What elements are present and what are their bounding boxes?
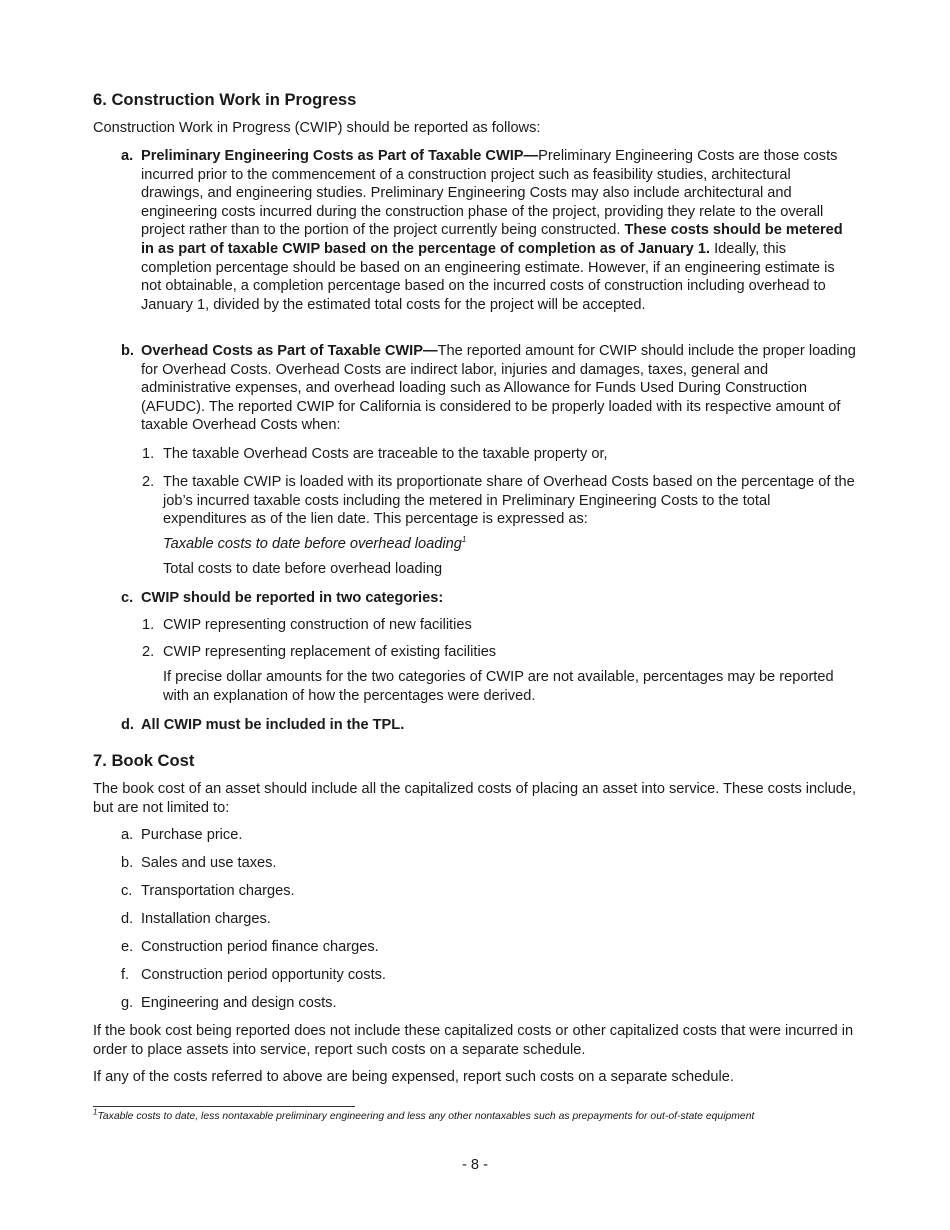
footnote [93, 1107, 873, 1123]
item-6c-2-text: CWIP representing replacement of existing facilities [163, 644, 497, 660]
item-6b-label: b. [121, 343, 134, 359]
item-6c-label: c. [121, 590, 134, 606]
formula-numerator [163, 535, 466, 554]
section-6-intro: Construction Work in Progress (CWIP) should be reported as follows: [93, 120, 541, 136]
formula-numerator-text: Taxable costs to date before overhead loading [163, 536, 462, 552]
item-6a-title: Preliminary Engineering Costs as Part of Taxable CWIP— [141, 148, 539, 164]
book-cost-list [121, 826, 857, 1022]
item-6a-label: a. [121, 148, 134, 164]
item-6c-title: CWIP should be reported in two categories: [141, 590, 444, 606]
item-6b-2-num: 2. [142, 474, 155, 490]
item-6b-title: Overhead Costs as Part of Taxable CWIP— [141, 343, 438, 359]
book-cost-item-b [121, 854, 857, 882]
item-6c-1-num: 1. [142, 617, 155, 633]
footnote-number: 1 [93, 1107, 98, 1117]
item-6b-1-num: 1. [142, 446, 155, 462]
footnote-ref: 1 [461, 535, 467, 545]
item-6a-bold-statement: These costs should be metered in as part of taxable CWIP based on the percentage of completion as of January 1. [141, 222, 843, 257]
item-6b-1 [142, 445, 857, 464]
item-6c-2 [142, 643, 857, 662]
book-cost-item-text: Installation charges. [141, 911, 271, 927]
book-cost-item-label: a. [121, 827, 134, 843]
book-cost-item-text: Construction period finance charges. [141, 939, 379, 955]
item-6c-1-text: CWIP representing construction of new facilities [163, 617, 472, 633]
book-cost-item-f [121, 966, 857, 994]
section-6-heading: 6. Construction Work in Progress [93, 90, 357, 109]
item-6a-text: Preliminary Engineering Costs are those costs incurred prior to the commencement of a construction project such as feasibility studies, architectural drawings, and engineering studies. Preliminary Engineering Costs may also include architectural and engineering costs incurred during the construction phase of the project, providing they relate to the overall project rather than to the portion of the project currently being constructed. [141, 148, 838, 239]
section-7-para-1: If the book cost being reported does not include these capitalized costs or other capitalized costs that were incurred in order to place assets into service, report such costs on a separate schedule. [93, 1023, 854, 1058]
item-6b [121, 342, 857, 435]
book-cost-item-label: b. [121, 855, 134, 871]
item-6d [121, 716, 857, 735]
section-7-heading: 7. Book Cost [93, 751, 195, 770]
footnote-divider [93, 1106, 355, 1107]
item-6b-1-text: The taxable Overhead Costs are traceable to the taxable property or, [163, 446, 608, 462]
item-6c-1 [142, 616, 857, 635]
item-6b-text: The reported amount for CWIP should include the proper loading for Overhead Costs. Overhead Costs are indirect labor, injuries and damages, taxes, general and administrative expenses, and overhead loading such as Allowance for Funds Used During Construction (AFUDC). The reported CWIP for California is considered to be properly loaded with its respective amount of taxable Overhead Costs when: [141, 343, 856, 434]
item-6b-2 [142, 473, 857, 529]
book-cost-item-label: d. [121, 911, 134, 927]
book-cost-item-c [121, 882, 857, 910]
item-6c [121, 589, 857, 608]
item-6d-label: d. [121, 717, 134, 733]
book-cost-item-text: Construction period opportunity costs. [141, 967, 386, 983]
item-6c-2-num: 2. [142, 644, 155, 660]
book-cost-item-text: Sales and use taxes. [141, 855, 277, 871]
book-cost-item-text: Transportation charges. [141, 883, 295, 899]
section-7-para-2: If any of the costs referred to above are being expensed, report such costs on a separate schedule. [93, 1069, 734, 1085]
book-cost-item-label: e. [121, 939, 134, 955]
footnote-text: Taxable costs to date, less nontaxable preliminary engineering and less any other nontaxables such as prepayments for out-of-state equipment [97, 1111, 755, 1122]
book-cost-item-label: g. [121, 995, 134, 1011]
book-cost-item-text: Engineering and design costs. [141, 995, 337, 1011]
book-cost-item-d [121, 910, 857, 938]
book-cost-item-label: c. [121, 883, 133, 899]
item-6d-title: All CWIP must be included in the TPL. [141, 717, 405, 733]
item-6a [121, 147, 857, 314]
book-cost-item-label: f. [121, 967, 130, 983]
formula-denominator: Total costs to date before overhead loading [163, 561, 443, 577]
book-cost-item-a [121, 826, 857, 854]
item-6a-text-cont: Ideally, this completion percentage should be based on an engineering estimate. However, if an engineering estimate is not obtainable, a completion percentage based on the incurred costs of construction including overhead to January 1, divided by the estimated total costs for the project will be accepted. [141, 240, 835, 313]
book-cost-item-text: Purchase price. [141, 827, 243, 843]
item-6b-2-text: The taxable CWIP is loaded with its proportionate share of Overhead Costs based on the percentage of the job’s incurred taxable costs including the metered in Preliminary Engineering Costs to the total expenditures as of the lien date. This percentage is expressed as: [163, 474, 855, 528]
item-6c-note: If precise dollar amounts for the two categories of CWIP are not available, percentages may be reported with an explanation of how the percentages were derived. [163, 669, 834, 704]
section-7-intro: The book cost of an asset should include all the capitalized costs of placing an asset into service. These costs include, but are not limited to: [93, 781, 857, 816]
book-cost-item-e [121, 938, 857, 966]
page-number: - 8 - [462, 1157, 488, 1173]
book-cost-item-g [121, 994, 857, 1022]
